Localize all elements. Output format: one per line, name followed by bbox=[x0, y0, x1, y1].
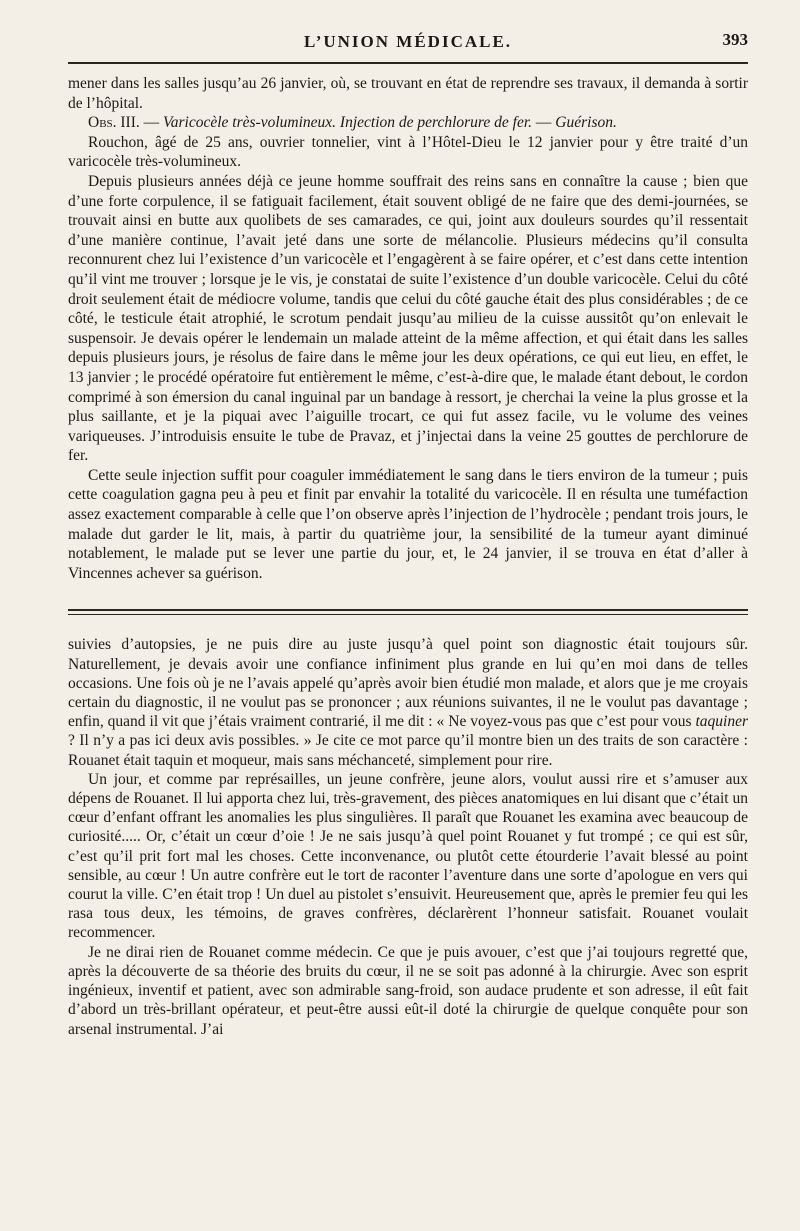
paragraph: Cette seule injection suffit pour coaguler immédiatement le sang dans le tiers environ de la tumeur ; puis cette coagulation gagna peu à peu et finit par envahir la totalité du varicocèle. Il en résulta une tuméfaction assez exactement comparable à celle que l’on observe après l’injection de l’hydrocèle ; pendant trois jours, le malade dut garder le lit, mais, à partir du quatrième jour, la sensibilité de la tumeur ayant diminué notablement, le malade put se lever une partie du jour, et, le 24 janvier, il se trouva en état d’aller à Vincennes achever sa guérison. bbox=[68, 466, 748, 582]
observation-result: Guérison. bbox=[555, 114, 617, 132]
running-head: L’UNION MÉDICALE. bbox=[303, 32, 513, 51]
paragraph-continuation: mener dans les salles jusqu’au 26 janvier, où, se trouvant en état de reprendre ses travaux, il demanda à sortir de l’hôpital. bbox=[68, 75, 748, 112]
text-run: suivies d’autopsies, je ne puis dire au juste jusqu’à quel point son diagnostic était toujours sûr. Naturellement, je devais avoir une confiance infiniment plus grande en lui qu’en moi dans de telles occasions. Une fois où je ne l’avais appelé qu’après avoir bien étudié mon malade, et alors que je me croyais certain du diagnostic, il ne voulut pas se prononcer ; aux réunions suivantes, il ne le voulut pas davantage ; enfin, quand il vit que j’étais vraiment contrarié, il me dit : « Ne voyez-vous pas que c’est pour vous bbox=[68, 636, 748, 731]
feuilleton-section bbox=[68, 635, 748, 1038]
observation-title: Varicocèle très-volumineux. Injection de perchlorure de fer. bbox=[163, 114, 533, 132]
paragraph: Depuis plusieurs années déjà ce jeune homme souffrait des reins sans en connaître la cause ; bien que d’une forte corpulence, il se fatiguait facilement, était souvent obligé de ne faire que des demi-journées, se trouvait ainsi en butte aux quolibets de ses camarades, ce qui, joint aux douleurs sourdes qu’il ressentait d’une manière continue, l’avait jeté dans une sorte de mélancolie. Plusieurs médecins qu’il consulta reconnurent chez lui l’existence d’un varicocèle et l’engagèrent à se faire opérer, et c’est dans cette intention qu’il vint me trouver ; lorsque je le vis, je constatai de suite l’existence d’un double varicocèle. Celui du côté droit seulement était de médiocre volume, tandis que celui du côté gauche était des plus considérables ; de ce côté, le testicule était atrophié, le scrotum pendait jusqu’au milieu de la cuisse aussitôt qu’on enlevait le suspensoir. Je devais opérer le lendemain un malade atteint de la même affection, et qui était dans les salles depuis plusieurs jours, je résolus de faire dans le même jour les deux opérations, ce qui eut lieu, en effet, le 13 janvier ; le procédé opératoire fut entièrement le même, c’est-à-dire que, le malade étant debout, le cordon comprimé à son émersion du canal inguinal par un bandage à ressort, je cherchai la veine la plus grosse et la plus saillante, et je la piquai avec l’aiguille trocart, ce qui fut assez facile, vu le volume des veines variqueuses. J’introduisis ensuite le tube de Pravaz, et j’injectai dans la veine 25 gouttes de perchlorure de fer. bbox=[68, 172, 748, 465]
paragraph: Rouchon, âgé de 25 ans, ouvrier tonnelier, vint à l’Hôtel-Dieu le 12 janvier pour y être traité d’un varicocèle très-volumineux. bbox=[68, 133, 748, 171]
italic-word: taquiner bbox=[695, 713, 748, 731]
observation-section bbox=[68, 74, 748, 583]
observation-label: Obs. III. — bbox=[88, 114, 164, 132]
section-divider bbox=[68, 609, 748, 615]
paragraph: Je ne dirai rien de Rouanet comme médecin. Ce que je puis avouer, c’est que j’ai toujours regretté que, après la découverte de sa théorie des bruits du cœur, il ne se soit pas adonné à la chirurgie. Avec son esprit ingénieux, inventif et patient, avec son admirable sang-froid, son audace prudente et son adresse, il eût fait d’abord un très-brillant opérateur, et peut-être aussi eût-il doté la chirurgie de quelque conquête pour son arsenal instrumental. J’ai bbox=[68, 943, 748, 1038]
paragraph: Un jour, et comme par représailles, un jeune confrère, jeune alors, voulut aussi rire et s’amuser aux dépens de Rouanet. Il lui apporta chez lui, très-gravement, des pièces anatomiques en lui disant que c’était un cœur d’enfant offrant les anomalies les plus singulières. Il paraît que Rouanet les examina avec beaucoup de curiosité..... Or, c’était un cœur d’oie ! Je ne sais jusqu’à quel point Rouanet y fut trompé ; ce qui est sûr, c’est qu’il prit fort mal les choses. Cette inconvenance, ou plutôt cette étourderie l’avait blessé au point sensible, au cœur ! Un autre confrère eut le tort de raconter l’aventure dans une sorte d’apologue en vers qui courut la ville. C’en était trop ! Un duel au pistolet s’ensuivit. Heureusement que, après le premier feu qui les rasa tous deux, les témoins, de graves confrères, déclarèrent l’honneur satisfait. Rouanet voulait recommencer. bbox=[68, 770, 748, 942]
observation-heading bbox=[68, 113, 748, 133]
page-header bbox=[68, 0, 748, 64]
text-run: ? Il n’y a pas ici deux avis possibles. » Je cite ce mot parce qu’il montre bien un des traits de son caractère : Rouanet était taquin et moqueur, mais sans méchanceté, simplement pour rire. bbox=[68, 732, 748, 769]
page-number: 393 bbox=[722, 30, 748, 49]
paragraph bbox=[68, 635, 748, 769]
header-rule bbox=[68, 62, 748, 64]
observation-dash: — bbox=[532, 114, 556, 132]
